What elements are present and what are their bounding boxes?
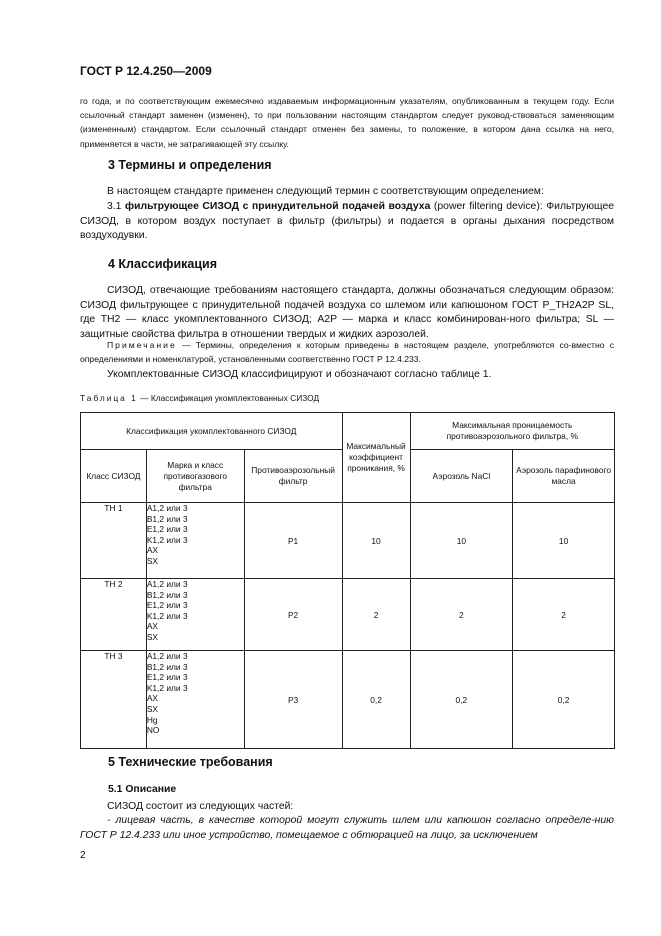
mark-item: A1,2 или 3 xyxy=(146,651,188,661)
header-class: Класс СИЗОД xyxy=(81,450,147,503)
table-caption xyxy=(80,393,319,403)
nacl-cell: 10 xyxy=(410,503,513,579)
mark-item: Hg xyxy=(146,714,158,725)
mark-item: E1,2 или 3 xyxy=(146,524,188,535)
paraffin-cell: 0,2 xyxy=(513,651,615,749)
filter-cell: P2 xyxy=(244,579,342,651)
header-aerosol-filter: Противоаэрозольный фильтр xyxy=(244,450,342,503)
marks-cell xyxy=(146,503,244,579)
marks-cell xyxy=(146,651,244,749)
mark-item: NO xyxy=(146,725,160,736)
mark-item: E1,2 или 3 xyxy=(146,672,188,683)
leak-cell: 0,2 xyxy=(342,651,410,749)
page-number: 2 xyxy=(80,850,86,861)
mark-item: B1,2 или 3 xyxy=(146,589,188,600)
mark-item: AX xyxy=(146,545,158,556)
section-5-item-text: - лицевая часть, в качестве которой могут служить шлем или капюшон согласно определе-нию ГОСТ Р 12.4.233 или иное устройство, помещаемое с обтюрацией на лицо, за исключением xyxy=(80,815,614,841)
section-3-title: 3 Термины и определения xyxy=(108,158,272,172)
leak-cell: 10 xyxy=(342,503,410,579)
intro-paragraph: го года, и по соответствующим ежемесячно издаваемым информационным указателям, опубликованным в текущем году. Если ссылочный стандарт заменен (изменен), то при пользовании настоящим стандартом следует руковод-ствоваться заменяющим (измененным) стандартом. Если ссылочный стандарт отменен без замены, то положение, в котором дана ссылка на него, применяется в части, не затрагивающей эту ссылку. xyxy=(80,96,614,149)
term-english: (power filtering device): xyxy=(433,201,543,212)
header-nacl: Аэрозоль NaCl xyxy=(410,450,513,503)
paraffin-cell: 10 xyxy=(513,503,615,579)
filter-cell: P1 xyxy=(244,503,342,579)
class-cell: TH 3 xyxy=(81,651,147,749)
mark-item: K1,2 или 3 xyxy=(146,682,188,693)
mark-item: B1,2 или 3 xyxy=(146,513,188,524)
mark-item: SX xyxy=(146,631,158,642)
filter-cell: P3 xyxy=(244,651,342,749)
header-max-leak: Максимальный коэффициент проникания, % xyxy=(342,413,410,503)
table-caption-label: Таблица 1 xyxy=(80,393,138,403)
class-cell: TH 2 xyxy=(81,579,147,651)
header-permeability: Максимальная проницаемость противоаэрозольного фильтра, % xyxy=(410,413,614,450)
mark-item: K1,2 или 3 xyxy=(146,610,188,621)
table-reference: Укомплектованные СИЗОД классифицируют и обозначают согласно таблице 1. xyxy=(107,369,492,380)
mark-item: E1,2 или 3 xyxy=(146,600,188,611)
mark-item: A1,2 или 3 xyxy=(146,503,188,513)
term-definition-text: Фильтрующее СИЗОД, в котором воздух поступает в фильтр (фильтры) и подается в органы дыхания посредством воздуходувки. xyxy=(80,201,615,242)
header-gas-filter: Марка и класс противогазового фильтра xyxy=(146,450,244,503)
mark-item: AX xyxy=(146,621,158,632)
mark-item: K1,2 или 3 xyxy=(146,534,188,545)
mark-item: AX xyxy=(146,693,158,704)
standard-header: ГОСТ Р 12.4.250—2009 xyxy=(80,64,212,78)
mark-item: SX xyxy=(146,555,158,566)
leak-cell: 2 xyxy=(342,579,410,651)
note-text: — Термины, определения к которым приведены в настоящем разделе, употребляются со-вместно с определениями и номенклатурой, установленными соответственно ГОСТ Р 12.4.233. xyxy=(80,340,614,365)
paraffin-cell: 2 xyxy=(513,579,615,651)
classification-table xyxy=(80,412,615,749)
term-definition xyxy=(80,200,614,244)
section-4-paragraph: СИЗОД, отвечающие требованиям настоящего стандарта, должны обозначаться следующим образом: СИЗОД фильтрующее с принудительной подачей воздуха со шлемом или капюшоном ГОСТ Р_TH2A2P SL, где TH2 — класс укомплектованного СИЗОД; A2P — марка и класс комбинирован-ного фильтра; SL — защитные свойства фильтра в отношении твердых и жидких аэрозолей. xyxy=(80,285,614,340)
header-paraffin: Аэрозоль парафинового масла xyxy=(513,450,615,503)
header-classification: Классификация укомплектованного СИЗОД xyxy=(81,413,343,450)
section-3-lead: В настоящем стандарте применен следующий термин с соответствующим определением: xyxy=(107,186,544,197)
table-row xyxy=(81,651,615,749)
section-5-title: 5 Технические требования xyxy=(108,755,273,769)
section-5-lead: СИЗОД состоит из следующих частей: xyxy=(107,801,294,812)
subsection-5-1-title: 5.1 Описание xyxy=(108,784,177,795)
term-name: фильтрующее СИЗОД с принудительной подачей воздуха xyxy=(125,201,431,212)
section-4-title: 4 Классификация xyxy=(108,257,218,271)
mark-item: B1,2 или 3 xyxy=(146,661,188,672)
term-number: 3.1 xyxy=(107,201,122,212)
nacl-cell: 0,2 xyxy=(410,651,513,749)
mark-item: SX xyxy=(146,703,158,714)
note-paragraph xyxy=(80,338,614,366)
table-row xyxy=(81,579,615,651)
nacl-cell: 2 xyxy=(410,579,513,651)
marks-cell xyxy=(146,579,244,651)
note-label: Примечание xyxy=(107,340,177,350)
class-cell: TH 1 xyxy=(81,503,147,579)
mark-item: A1,2 или 3 xyxy=(146,579,188,589)
section-5-item xyxy=(80,814,614,843)
table-row xyxy=(81,503,615,579)
table-caption-text: — Классификация укомплектованных СИЗОД xyxy=(137,393,320,403)
